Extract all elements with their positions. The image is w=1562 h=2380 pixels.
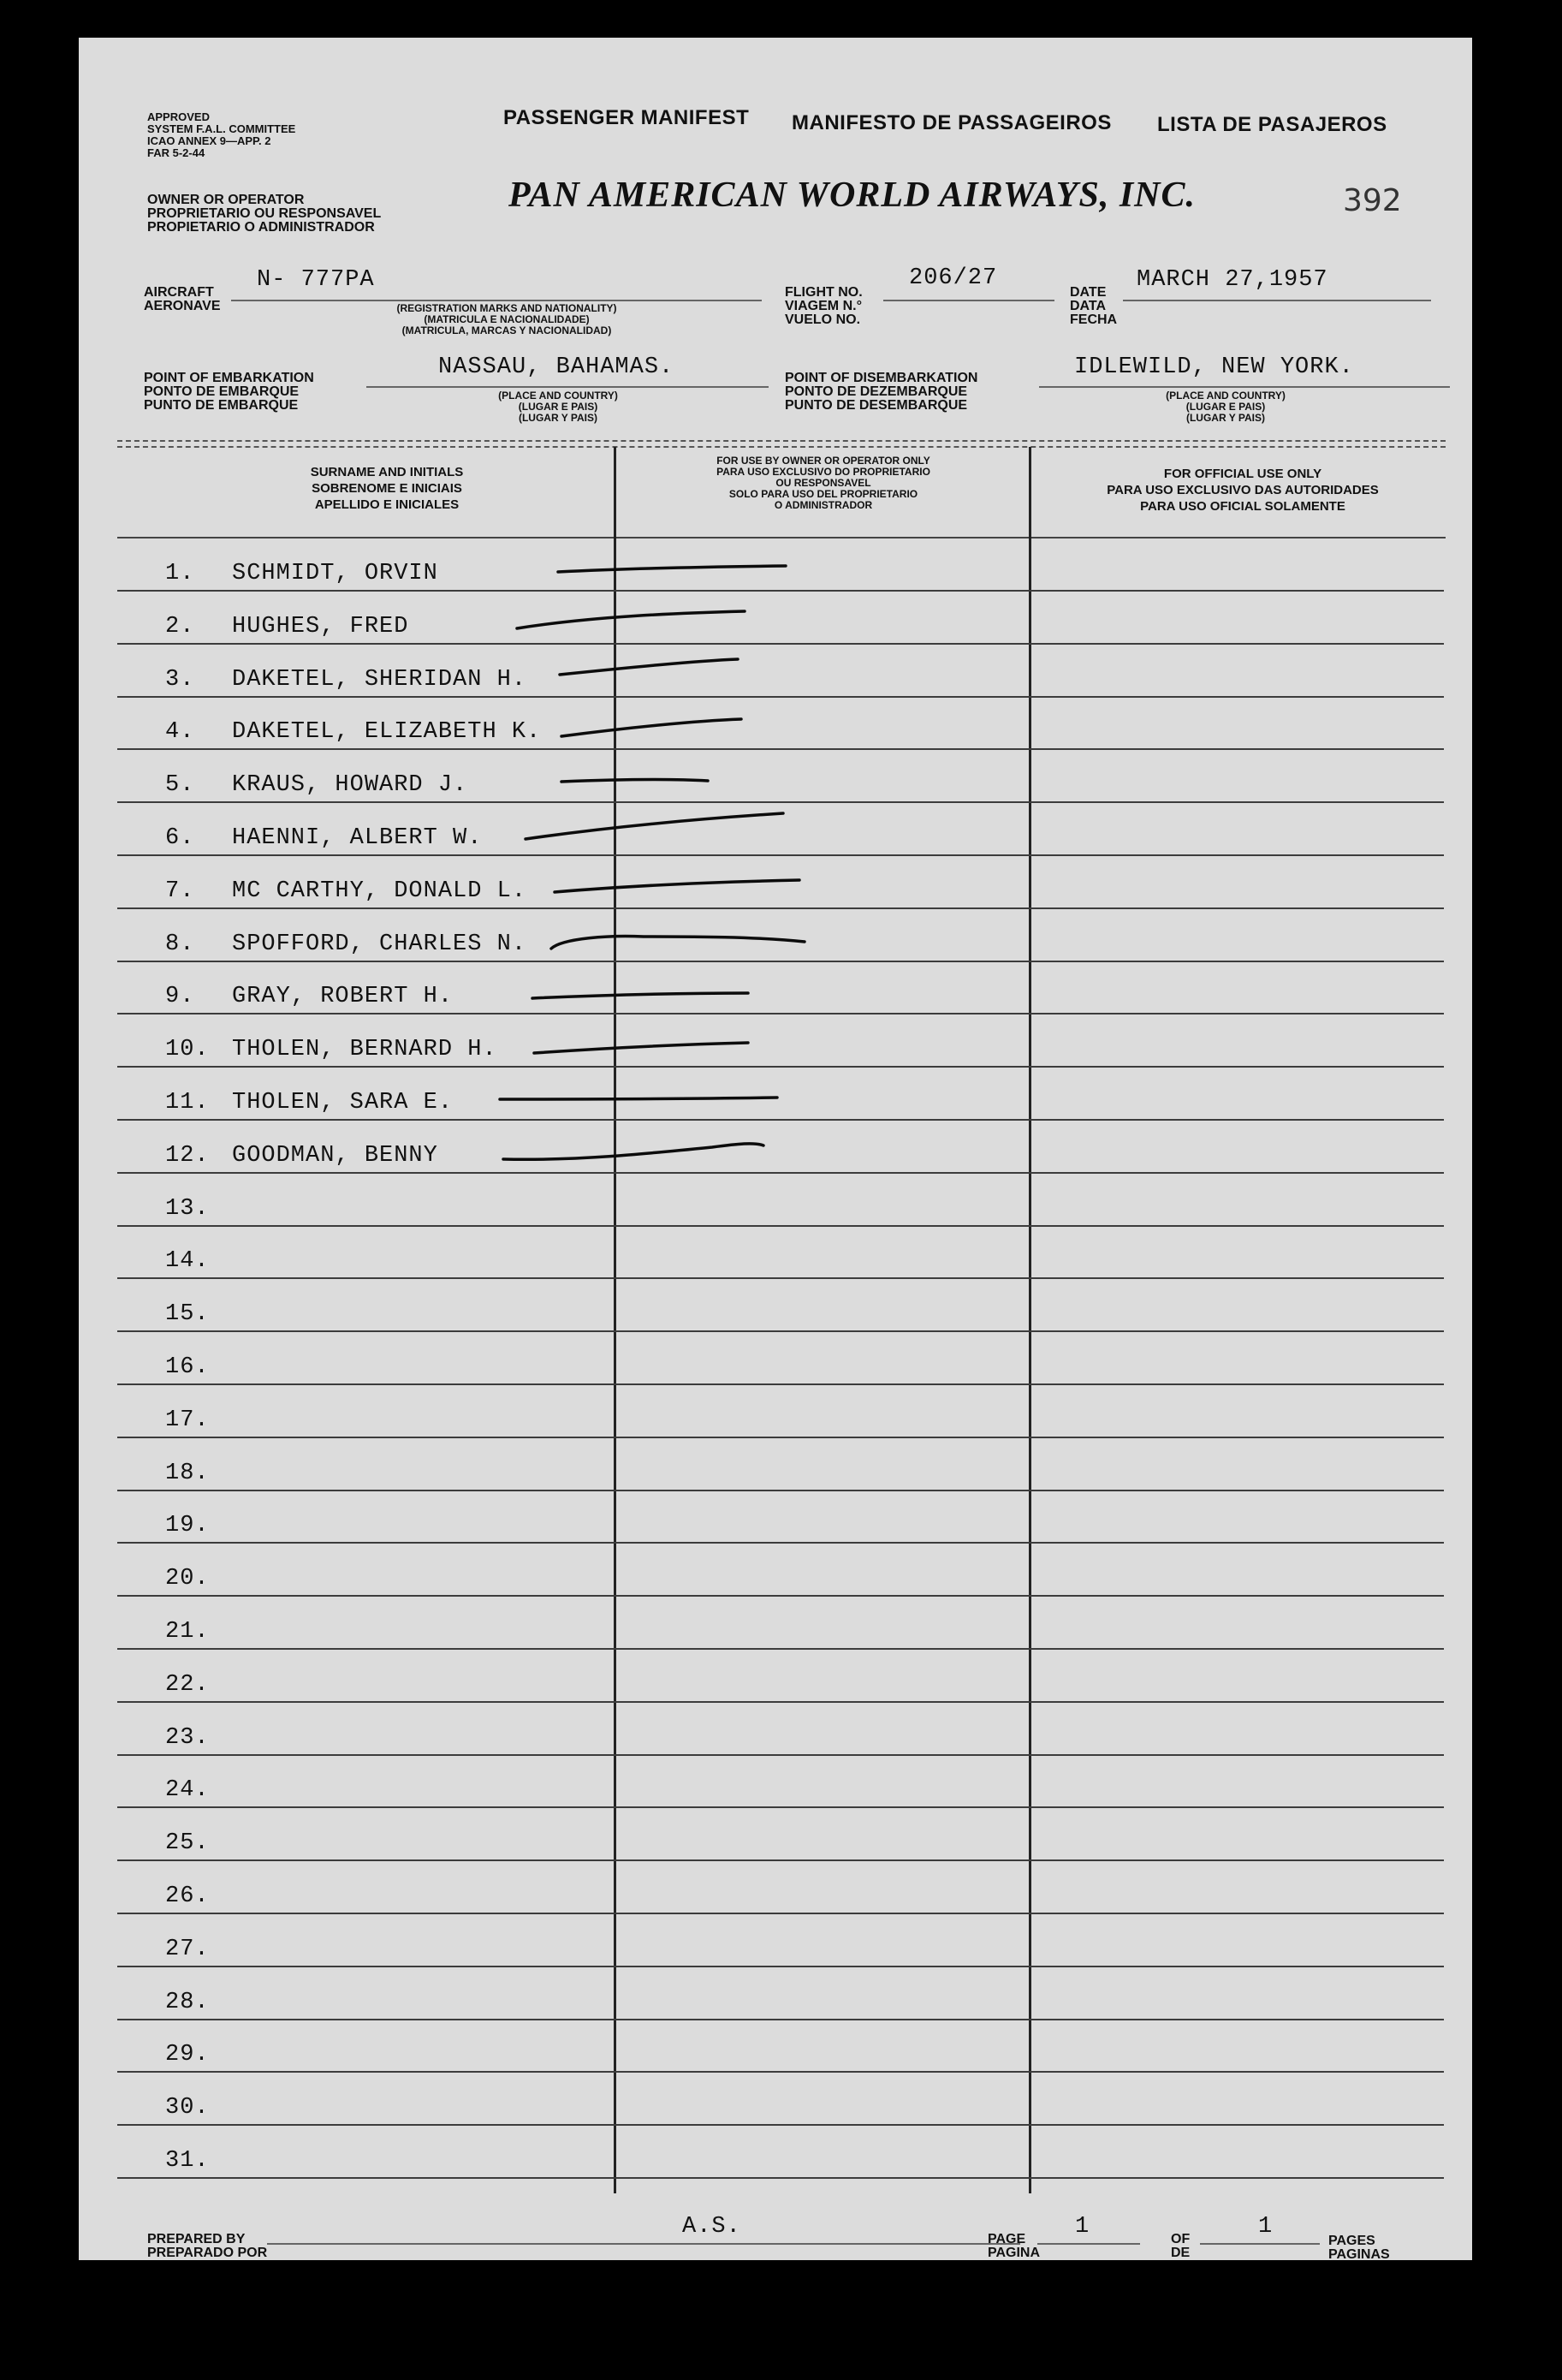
passenger-name: THOLEN, BERNARD H. (232, 1037, 497, 1063)
passenger-name: DAKETEL, ELIZABETH K. (232, 719, 542, 746)
embarkation-caption-en: (PLACE AND COUNTRY) (498, 390, 618, 402)
column-header-surname-en: SURNAME AND INITIALS (310, 465, 464, 479)
approval-line: APPROVED (147, 110, 210, 123)
owner-label-es: PROPIETARIO O ADMINISTRADOR (147, 220, 375, 235)
passenger-name: SCHMIDT, ORVIN (232, 561, 438, 586)
title-spanish: LISTA DE PASAJEROS (1157, 113, 1387, 136)
column-header-owner-use-pt: PARA USO EXCLUSIVO DO PROPRIETARIO (716, 466, 930, 478)
row-number: 29. (165, 2042, 210, 2068)
row-number: 25. (165, 1830, 210, 1857)
signature-mark (503, 1144, 763, 1159)
signature-mark (526, 813, 783, 839)
prepared-by-value: A.S. (682, 2214, 741, 2240)
owner-label-pt: PROPRIETARIO OU RESPONSAVEL (147, 206, 382, 221)
row-number: 8. (165, 931, 195, 957)
page-label-en: PAGE (988, 2232, 1026, 2246)
embarkation-value: NASSAU, BAHAMAS. (438, 354, 674, 380)
signature-mark (517, 611, 745, 628)
signature-mark (558, 566, 786, 572)
disembarkation-caption-en: (PLACE AND COUNTRY) (1166, 390, 1286, 402)
row-number: 10. (165, 1037, 210, 1063)
flight-label-pt: VIAGEM N.° (785, 299, 862, 313)
signature-mark (561, 780, 708, 782)
owner-label-en: OWNER OR OPERATOR (147, 193, 305, 207)
aircraft-label-pt: AERONAVE (144, 299, 221, 313)
row-number: 1. (165, 561, 195, 586)
prepared-by-underline (267, 2243, 1020, 2245)
row-number: 6. (165, 825, 195, 851)
row-number: 11. (165, 1090, 210, 1116)
passenger-name: HUGHES, FRED (232, 613, 409, 640)
row-number: 3. (165, 666, 195, 693)
disembarkation-value: IDLEWILD, NEW YORK. (1074, 354, 1354, 380)
column-header-surname-es: APELLIDO E INICIALES (314, 497, 460, 512)
prepared-by-label-en: PREPARED BY (147, 2232, 246, 2246)
of-label (1171, 2233, 1190, 2260)
signature-mark (534, 1043, 748, 1053)
row-number: 4. (165, 719, 195, 746)
row-number: 21. (165, 1619, 210, 1645)
approval-line: ICAO ANNEX 9—APP. 2 (147, 134, 271, 147)
embarkation-label-en: POINT OF EMBARKATION (144, 371, 314, 385)
row-number: 19. (165, 1513, 210, 1539)
disembarkation-caption-pt: (LUGAR E PAIS) (1185, 401, 1266, 413)
signature-mark (500, 1098, 777, 1099)
date-label-pt: DATA (1070, 299, 1107, 313)
row-number: 30. (165, 2095, 210, 2121)
column-header-official-use-en: FOR OFFICIAL USE ONLY (1163, 467, 1322, 481)
row-number: 13. (165, 1195, 210, 1222)
page-number: 1 (1075, 2214, 1090, 2240)
column-header-surname-pt: SOBRENOME E INICIAIS (312, 481, 462, 496)
signature-mark (532, 993, 748, 998)
prepared-by-label-pt: PREPARADO POR (147, 2246, 268, 2260)
pages-label-pt: PAGINAS (1328, 2247, 1390, 2260)
row-number: 20. (165, 1566, 210, 1592)
row-number: 7. (165, 878, 195, 904)
signature-marks (79, 38, 1472, 2260)
total-pages-underline (1200, 2243, 1320, 2245)
passenger-name: KRAUS, HOWARD J. (232, 772, 468, 799)
passenger-name: DAKETEL, SHERIDAN H. (232, 666, 527, 693)
approval-line: FAR 5-2-44 (147, 146, 205, 159)
passenger-name: GRAY, ROBERT H. (232, 984, 454, 1010)
row-number: 26. (165, 1883, 210, 1909)
page-underline (1037, 2243, 1140, 2245)
row-number: 12. (165, 1142, 210, 1169)
disembarkation-caption-es: (LUGAR Y PAIS) (1185, 412, 1265, 424)
pages-label (1328, 2234, 1390, 2260)
row-number: 23. (165, 1724, 210, 1751)
page-label (988, 2233, 1040, 2260)
date-label-en: DATE (1070, 285, 1107, 300)
disembarkation-label-pt: PONTO DE DEZEMBARQUE (785, 384, 968, 399)
title-portuguese: MANIFESTO DE PASSAGEIROS (792, 111, 1112, 134)
title-english: PASSENGER MANIFEST (503, 106, 750, 129)
pages-label-en: PAGES (1328, 2234, 1375, 2248)
manifest-sheet (79, 38, 1472, 2260)
disembarkation-label-en: POINT OF DISEMBARKATION (785, 371, 978, 385)
column-header-owner-use-es: SOLO PARA USO DEL PROPRIETARIO (728, 488, 918, 500)
row-number: 28. (165, 1989, 210, 2015)
signature-mark (560, 659, 738, 675)
signature-mark (561, 719, 741, 736)
row-number: 17. (165, 1407, 210, 1433)
row-number: 15. (165, 1301, 210, 1328)
signature-mark (555, 880, 799, 892)
aircraft-label-en: AIRCRAFT (144, 285, 214, 300)
column-header-owner-use-en: FOR USE BY OWNER OR OPERATOR ONLY (716, 455, 930, 467)
row-number: 31. (165, 2148, 210, 2174)
row-number: 22. (165, 1671, 210, 1698)
row-number: 27. (165, 1936, 210, 1962)
flight-label-es: VUELO NO. (785, 312, 861, 327)
passenger-name: MC CARTHY, DONALD L. (232, 878, 527, 904)
operator-name: PAN AMERICAN WORLD AIRWAYS, INC. (508, 176, 1197, 215)
aircraft-value: N- 777PA (257, 267, 375, 293)
embarkation-caption-pt: (LUGAR E PAIS) (518, 401, 598, 413)
approval-line: SYSTEM F.A.L. COMMITTEE (147, 122, 296, 135)
column-header-owner-use-es-2: O ADMINISTRADOR (774, 499, 873, 511)
passenger-name: HAENNI, ALBERT W. (232, 825, 483, 851)
column-header-official-use-pt: PARA USO EXCLUSIVO DAS AUTORIDADES (1107, 483, 1379, 497)
column-header-owner-use-pt-2: OU RESPONSAVEL (775, 477, 871, 489)
row-number: 14. (165, 1248, 210, 1275)
row-number: 18. (165, 1460, 210, 1486)
row-number: 16. (165, 1354, 210, 1380)
page-label-pt: PAGINA (988, 2246, 1041, 2260)
passenger-name: GOODMAN, BENNY (232, 1142, 438, 1169)
flight-label-en: FLIGHT NO. (785, 285, 863, 300)
passenger-name: SPOFFORD, CHARLES N. (232, 931, 527, 957)
passenger-name: THOLEN, SARA E. (232, 1090, 454, 1116)
of-label-en: OF (1171, 2232, 1191, 2246)
row-number: 5. (165, 772, 195, 799)
date-label-es: FECHA (1070, 312, 1118, 327)
prepared-by-label (147, 2233, 267, 2260)
row-number: 2. (165, 613, 195, 640)
embarkation-label-es: PUNTO DE EMBARQUE (144, 398, 299, 413)
total-pages: 1 (1258, 2214, 1274, 2240)
column-header-official-use-es: PARA USO OFICIAL SOLAMENTE (1140, 499, 1345, 514)
flight-value: 206/27 (909, 265, 998, 291)
signature-mark (551, 937, 805, 949)
embarkation-label-pt: PONTO DE EMBARQUE (144, 384, 300, 399)
aircraft-caption-en: (REGISTRATION MARKS AND NATIONALITY) (396, 302, 617, 314)
date-value: MARCH 27,1957 (1137, 267, 1328, 293)
row-number: 24. (165, 1777, 210, 1804)
disembarkation-label-es: PUNTO DE DESEMBARQUE (785, 398, 968, 413)
page-stamp-number: 392 (1343, 183, 1402, 218)
aircraft-caption-es: (MATRICULA, MARCAS Y NACIONALIDAD) (401, 324, 612, 336)
aircraft-caption-pt: (MATRICULA E NACIONALIDADE) (424, 313, 590, 325)
row-number: 9. (165, 984, 195, 1010)
of-label-pt: DE (1171, 2246, 1191, 2260)
embarkation-caption-es: (LUGAR Y PAIS) (518, 412, 597, 424)
